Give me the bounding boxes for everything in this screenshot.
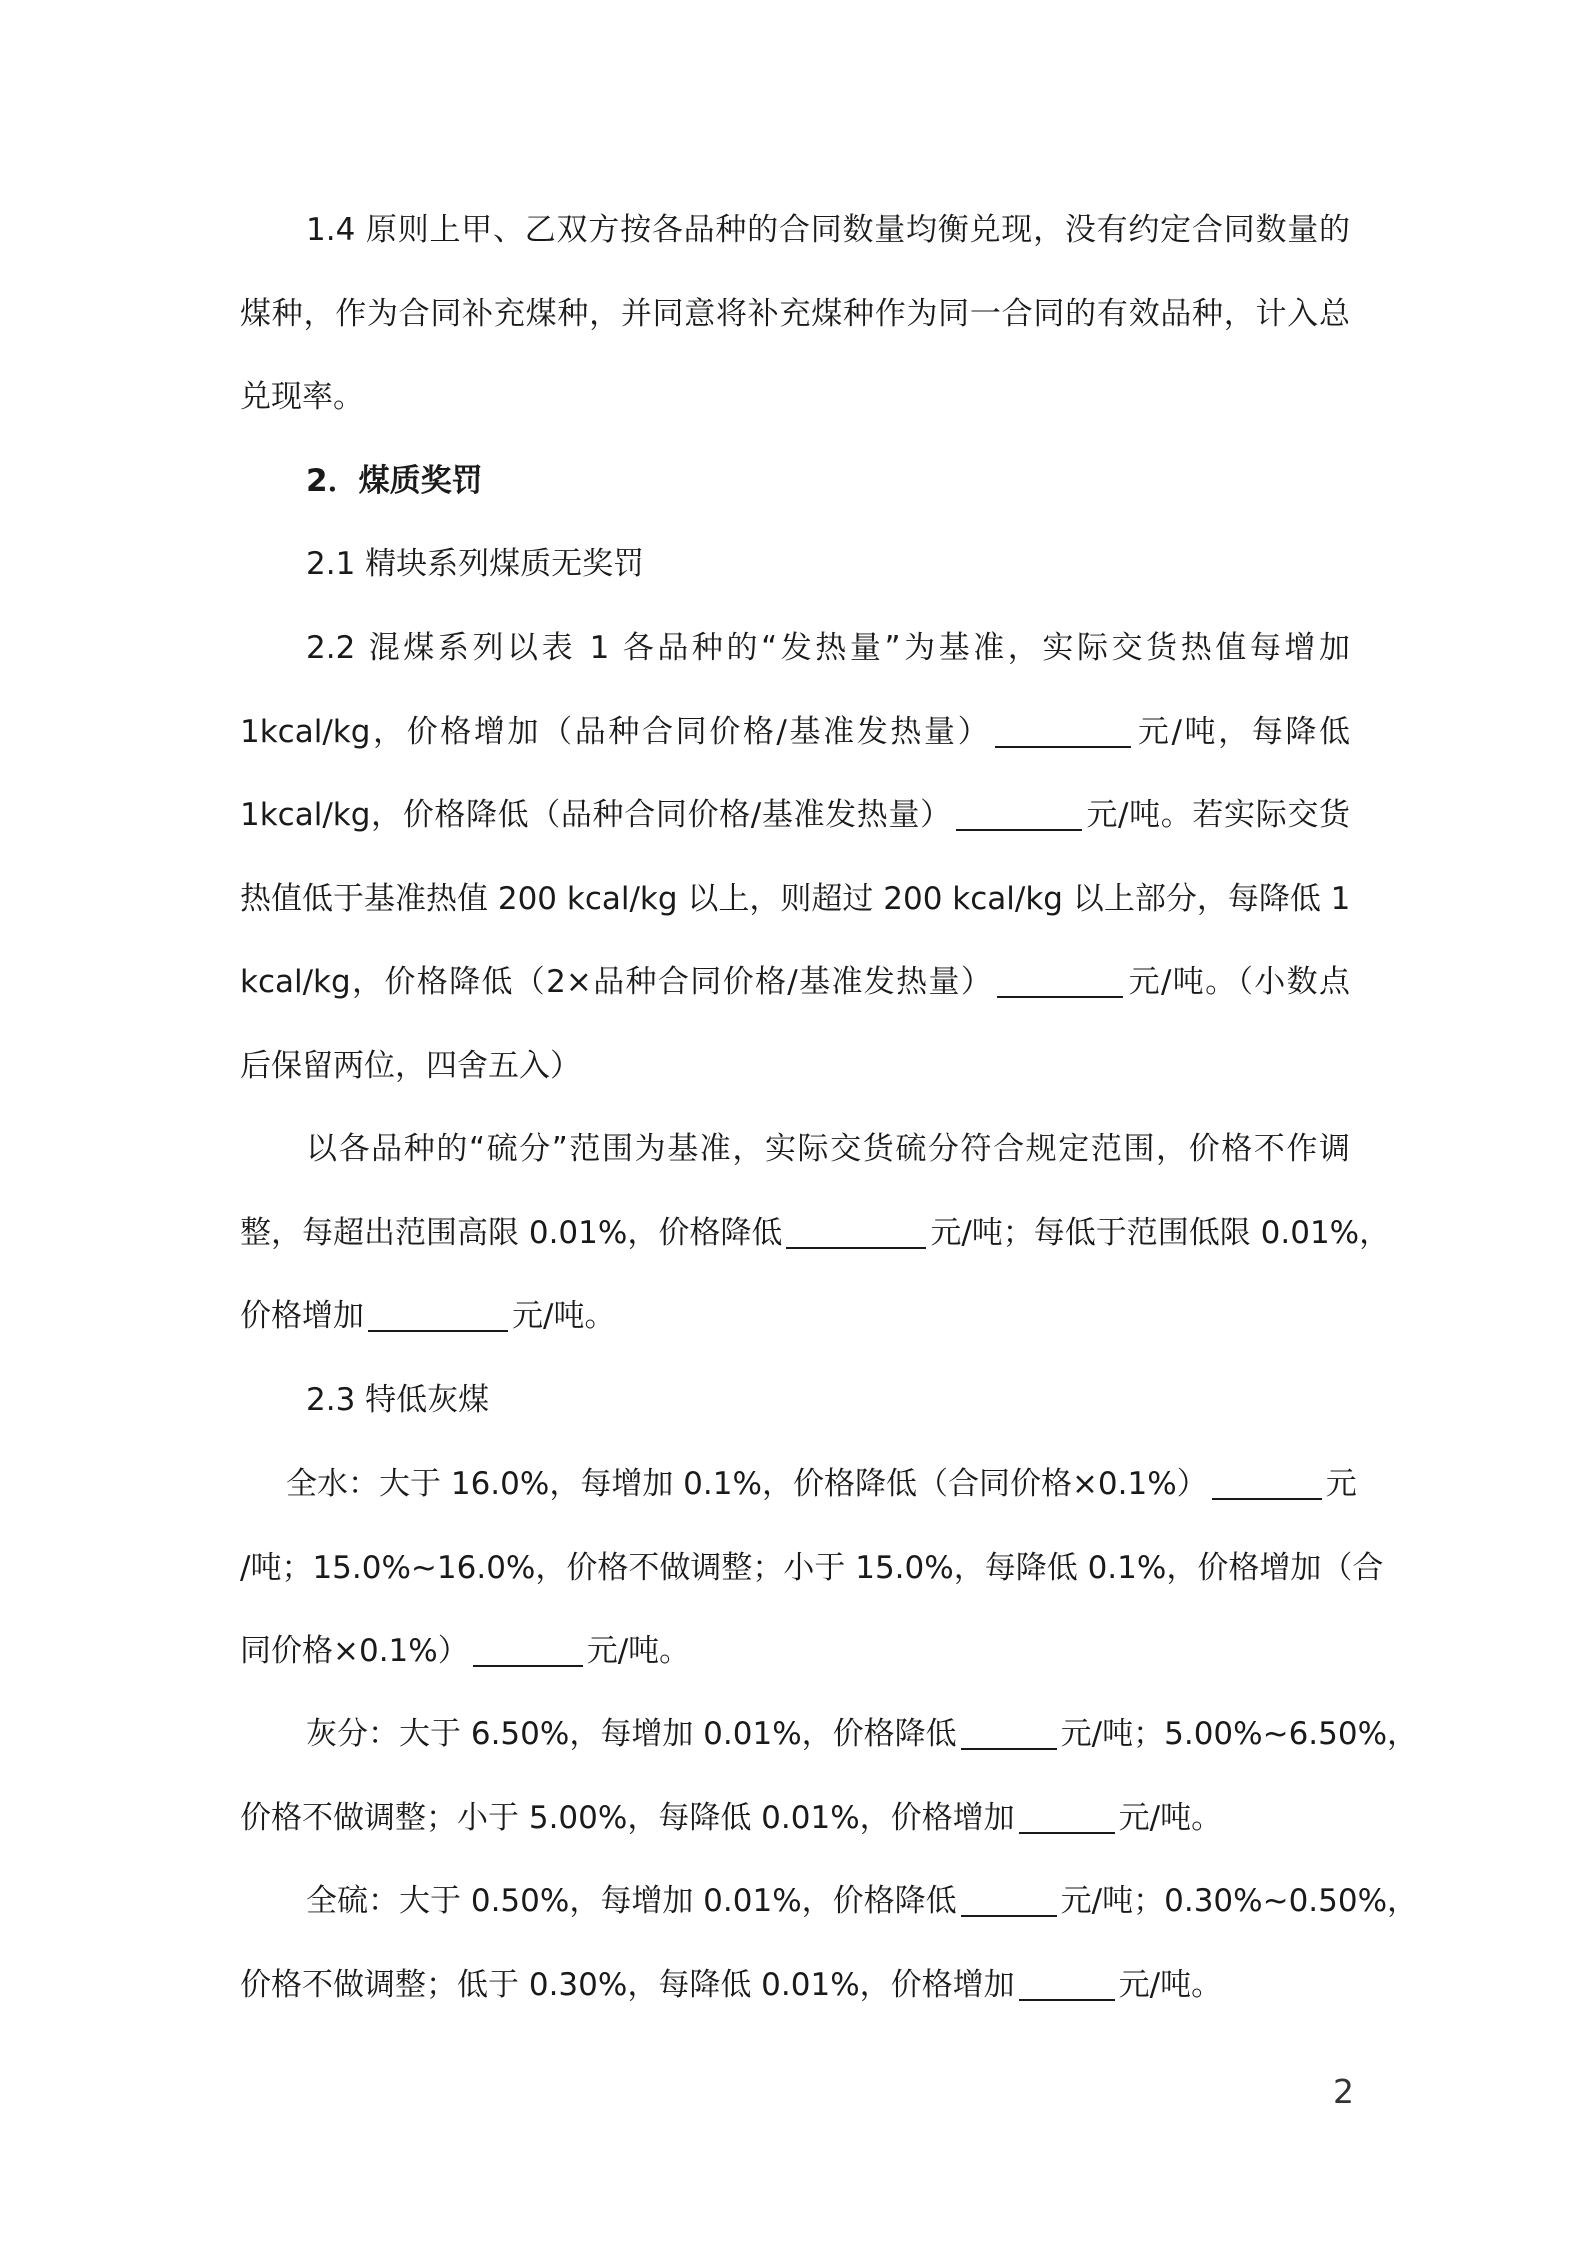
ash-line-1-text-b: 元/吨；5.00%~6.50%， <box>1060 1716 1419 1752</box>
fill-in-blank[interactable] <box>1212 1467 1322 1500</box>
clause-1-4-line-2: 煤种，作为合同补充煤种，并同意将补充煤种作为同一合同的有效品种，计入总 <box>240 295 1350 332</box>
total-moisture-line-1 <box>240 1443 1357 1527</box>
total-moisture-line-1-text-b: 元 <box>1325 1466 1357 1502</box>
ash-line-2-text-a: 价格不做调整；小于 5.00%，每降低 0.01%，价格增加 <box>240 1799 1015 1836</box>
sulfur-baseline-line-3-text-a: 价格增加 <box>240 1298 364 1334</box>
clause-2-2-line-2-text-b: 元/吨，每降低 <box>1135 713 1350 750</box>
fill-in-blank[interactable] <box>1019 1801 1115 1834</box>
clause-2-2-line-5-text-a: kcal/kg，价格降低（2×品种合同价格/基准发热量） <box>240 964 994 1000</box>
sulfur-baseline-line-3 <box>240 1275 1350 1359</box>
sulfur-baseline-line-2-text-b: 元/吨；每低于范围低限 0.01%， <box>930 1214 1391 1251</box>
page-number: 2 <box>1333 2072 1354 2111</box>
clause-2-2-line-5 <box>240 941 1350 1025</box>
sulfur-baseline-clause <box>240 1108 1391 1359</box>
ash-line-1 <box>240 1693 1419 1777</box>
sulfur-baseline-line-1: 以各品种的“硫分”范围为基准，实际交货硫分符合规定范围，价格不作调 <box>306 1131 1350 1167</box>
sulfur-baseline-line-2-text-a: 整，每超出范围高限 0.01%，价格降低 <box>240 1214 783 1251</box>
ash-line-1-text-a: 灰分：大于 6.50%，每增加 0.01%，价格降低 <box>306 1716 957 1752</box>
clause-2-2-line-4: 热值低于基准热值 200 kcal/kg 以上，则超过 200 kcal/kg 以上部分，每降低 1 <box>240 880 1351 917</box>
clause-2-2-line-5-text-b: 元/吨。（小数点 <box>1127 964 1350 1000</box>
clause-2-3-text: 2.3 特低灰煤 <box>306 1382 490 1418</box>
total-sulfur-line-1-text-a: 全硫：大于 0.50%，每增加 0.01%，价格降低 <box>306 1883 957 1919</box>
fill-in-blank[interactable] <box>1019 1968 1115 2001</box>
total-moisture-line-3-text-a: 同价格×0.1%） <box>240 1633 469 1669</box>
clause-1-4 <box>240 189 1350 440</box>
section-2-heading: 2．煤质奖罚 <box>306 463 483 499</box>
clause-2-2-line-3 <box>240 774 1350 858</box>
clause-2-2 <box>240 607 1350 1108</box>
clause-2-2-line-2-text-a: 1kcal/kg，价格增加（品种合同价格/基准发热量） <box>240 713 992 750</box>
sulfur-baseline-line-2 <box>240 1192 1391 1276</box>
total-moisture-line-3 <box>240 1610 1350 1694</box>
fill-in-blank[interactable] <box>956 798 1082 831</box>
fill-in-blank[interactable] <box>961 1884 1057 1917</box>
clause-2-2-line-6: 后保留两位，四舍五入） <box>240 1047 581 1084</box>
fill-in-blank[interactable] <box>997 965 1123 998</box>
clause-2-1 <box>240 523 1350 607</box>
clause-1-4-line-3: 兑现率。 <box>240 379 364 415</box>
total-sulfur-line-1-text-b: 元/吨；0.30%~0.50%， <box>1060 1883 1419 1919</box>
clause-2-2-line-3-text-a: 1kcal/kg，价格降低（品种合同价格/基准发热量） <box>240 797 952 833</box>
total-moisture-line-2: /吨；15.0%~16.0%，价格不做调整；小于 15.0%，每降低 0.1%，价格增加（合 <box>240 1549 1384 1586</box>
total-sulfur-line-2 <box>240 1944 1350 2028</box>
clause-2-1-text: 2.1 精块系列煤质无奖罚 <box>306 546 645 582</box>
fill-in-blank[interactable] <box>995 715 1131 748</box>
ash-line-2-text-b: 元/吨。 <box>1118 1799 1223 1836</box>
total-moisture-clause <box>240 1443 1384 1694</box>
total-sulfur-line-2-text-b: 元/吨。 <box>1118 1966 1223 2003</box>
total-sulfur-line-2-text-a: 价格不做调整；低于 0.30%，每降低 0.01%，价格增加 <box>240 1966 1015 2003</box>
fill-in-blank[interactable] <box>961 1717 1057 1750</box>
clause-2-3 <box>240 1359 1350 1443</box>
fill-in-blank[interactable] <box>473 1634 583 1667</box>
fill-in-blank[interactable] <box>368 1299 508 1332</box>
sulfur-baseline-line-3-text-b: 元/吨。 <box>512 1298 616 1334</box>
clause-2-2-line-1: 2.2 混煤系列以表 1 各品种的“发热量”为基准，实际交货热值每增加 <box>306 630 1350 666</box>
total-sulfur-clause <box>240 1860 1419 2027</box>
ash-clause <box>240 1693 1419 1860</box>
total-moisture-line-3-text-b: 元/吨。 <box>586 1633 691 1669</box>
clause-1-4-line-1: 1.4 原则上甲、乙双方按各品种的合同数量均衡兑现，没有约定合同数量的 <box>306 212 1350 248</box>
clause-2-2-line-2 <box>240 691 1350 775</box>
total-moisture-line-1-text-a: 全水：大于 16.0%，每增加 0.1%，价格降低（合同价格×0.1%） <box>286 1466 1208 1502</box>
clause-2-2-line-3-text-b: 元/吨。若实际交货 <box>1085 797 1350 833</box>
fill-in-blank[interactable] <box>786 1216 926 1249</box>
total-sulfur-line-1 <box>240 1860 1419 1944</box>
ash-line-2 <box>240 1777 1350 1861</box>
section-2-heading-block <box>240 440 1350 524</box>
